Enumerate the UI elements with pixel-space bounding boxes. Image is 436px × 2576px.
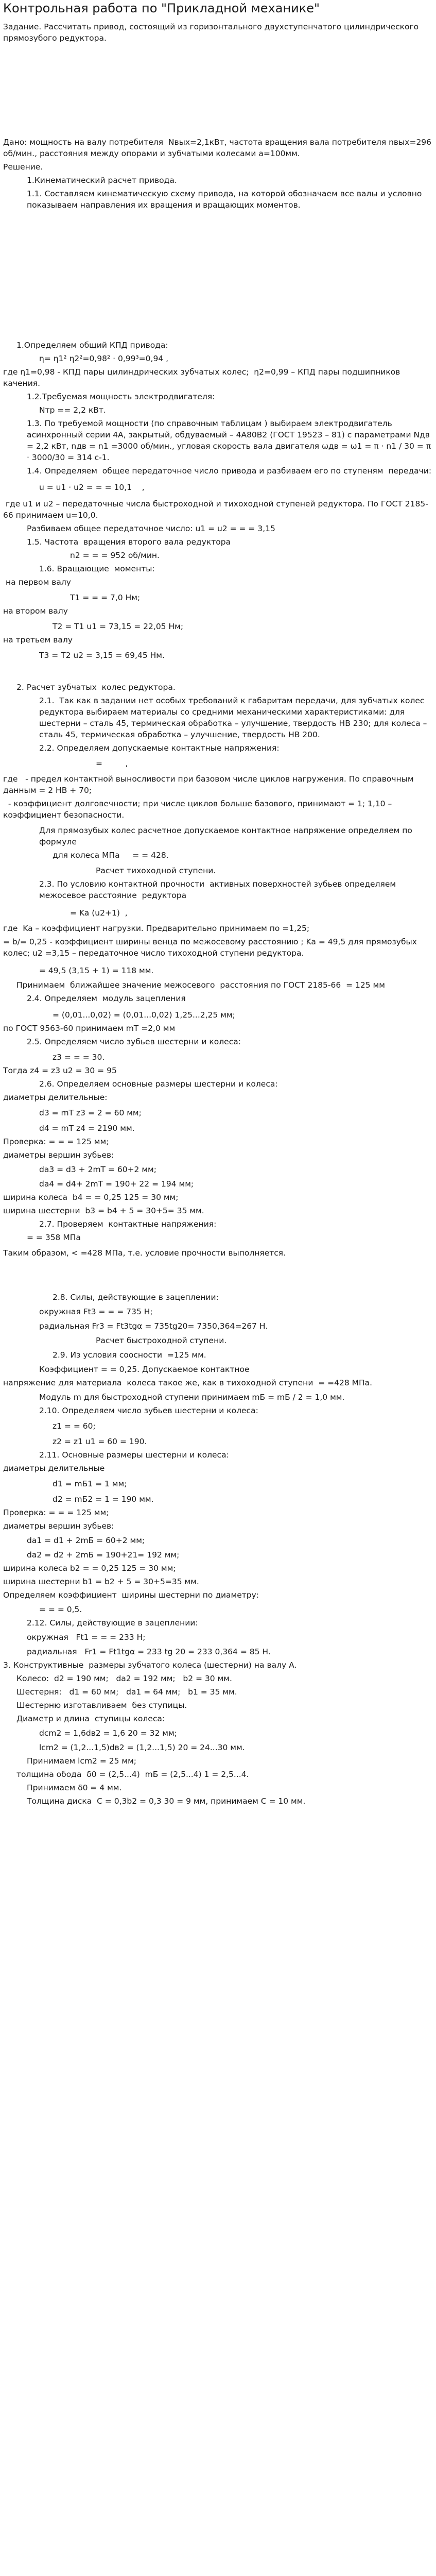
paragraph-line: на третьем валу [3,635,73,645]
paragraph-line: Коэффициент = = 0,25. Допускаемое контактное [39,1364,250,1374]
paragraph-line: = = 358 МПа [27,1232,81,1242]
paragraph-line: диаметры делительные: [3,1092,108,1102]
spacer [3,1243,434,1247]
paragraph-line: радиальная Fr1 = Ft1tgα = 233 tg 20 = 233 0,364 = 85 Н. [27,1647,271,1656]
paragraph-line: где u1 и u2 – передаточные числа быстроходной и тихоходной ступеней редуктора. По ГОСТ 2185-66 принимаем u=10,0. [3,499,428,520]
paragraph-line: T1 = = = 7,0 Нм; [70,592,141,602]
spacer [3,901,434,907]
paragraph-line: z2 = z1 u1 = 60 = 190. [53,1436,147,1446]
paragraph-line: n2 = = = 952 об/мин. [70,550,160,560]
spacer [3,211,434,340]
spacer [3,646,434,650]
paragraph-line: 1.5. Частота вращения второго вала редуктора [27,537,231,547]
spacer [3,1118,434,1123]
paragraph-line: Принимаем lcm2 = 25 мм; [27,1756,137,1766]
spacer [3,661,434,682]
paragraph-line: окружная Ft3 = = = 735 Н; [39,1307,153,1316]
paragraph-line: Дано: мощность на валу потребителя Nвых=2,1кВт, частота вращения вала потребителя nвых=296 об/мин., расстояния между опорами и зубчатыми колесами а=100мм. [3,137,434,158]
paragraph-line: d2 = mБ2 = 1 = 190 мм. [53,1494,154,1504]
spacer [3,477,434,482]
paragraph-line: по ГОСТ 9563-60 принимаем mT =2,0 мм [3,1023,176,1033]
paragraph-line: Проверка: = = = 125 мм; [3,1507,109,1517]
paragraph-line: 2.6. Определяем основные размеры шестерни и колеса: [39,1079,278,1089]
paragraph-line: dcm2 = 1,6dв2 = 1,6 20 = 32 мм; [39,1728,177,1738]
paragraph-line: Шестерню изготавливаем без ступицы. [16,1700,187,1710]
paragraph-line: ширина колеса b2 = = 0,25 125 = 30 мм; [3,1563,176,1573]
paragraph-line: = (0,01...0,02) = (0,01...0,02) 1,25...2,25 мм; [53,1010,235,1020]
paragraph-line: 1.4. Определяем общее передаточное число привода и разбиваем его по ступеням передачи: [27,466,432,476]
paragraph-line: 2.2. Определяем допускаемые контактные напряжения: [39,743,280,753]
paragraph-line: Задание. Рассчитать привод, состоящий из горизонтального двухступенчатого цилиндрического прямозубого редуктора. [3,22,422,43]
paragraph-line: где Ka – коэффициент нагрузки. Предварительно принимаем по =1,25; [3,923,310,933]
spacer [3,861,434,865]
spacer [3,1432,434,1436]
paragraph-line: = , [96,758,128,768]
paragraph-line: 1.2.Требуемая мощность электродвигателя: [27,392,215,401]
spacer [3,1489,434,1494]
paragraph-line: z1 = = 60; [53,1421,96,1431]
spacer [3,617,434,621]
paragraph-line: радиальная Fr3 = Ft3tgα = 735tg20= 7350,364=267 Н. [39,1321,268,1331]
paragraph-line: da1 = d1 + 2mБ = 60+2 мм; [27,1535,145,1545]
paragraph-line: d3 = mT z3 = 2 = 60 мм; [39,1108,142,1117]
paragraph-line: 2.12. Силы, действующие в зацеплении: [27,1618,198,1628]
paragraph-line: 1.6. Вращающие моменты: [39,564,155,573]
paragraph-line: 2.5. Определяем число зубьев шестерни и колеса: [27,1037,241,1046]
paragraph-line: Принимаем ближайшее значение межосевого расстояния по ГОСТ 2185-66 = 125 мм [16,980,385,990]
paragraph-line: на первом валу [3,577,71,587]
document-body [3,21,434,1807]
paragraph-line: Колесо: d2 = 190 мм; da2 = 192 мм; b2 = 30 мм. [16,1673,232,1683]
spacer [3,1047,434,1052]
spacer [3,769,434,773]
paragraph-line: 2.9. Из условия соосности =125 мм. [53,1350,206,1360]
paragraph-line: 1.1. Составляем кинематическую схему привода, на которой обозначаем все валы и условно показываем направления их вращения и вращающих моментов. [27,189,425,210]
paragraph-line: da4 = d4+ 2mT = 190+ 22 = 194 мм; [39,1179,194,1189]
paragraph-line: 2.3. По условию контактной прочности активных поверхностей зубьев определяем межосевое расстояние редуктора [39,879,398,900]
paragraph-line: T3 = T2 u2 = 3,15 = 69,45 Нм. [39,650,165,660]
paragraph-line: 1.Кинематический расчет привода. [27,175,177,185]
paragraph-line: lcm2 = (1,2...1,5)dв2 = (1,2...1,5) 20 = 24...30 мм. [39,1742,245,1752]
paragraph-line: Принимаем δ0 = 4 мм. [27,1783,122,1792]
paragraph-line: Модуль m для быстроходной ступени принимаем mБ = mБ / 2 = 1,0 мм. [39,1392,345,1402]
paragraph-line: где - предел контактной выносливости при базовом числе циклов нагружения. По справочным данным = 2 HB + 70; [3,774,416,795]
paragraph-line: Для прямозубых колес расчетное допускаемое контактное напряжение определяем по формуле [39,825,415,846]
spacer [3,919,434,923]
spacer [3,1103,434,1107]
paragraph-line: = Ka (u2+1) , [70,908,128,918]
paragraph-line: диаметры делительные [3,1463,105,1473]
paragraph-line: 1.3. По требуемой мощности (по справочным таблицам ) выбираем электродвигатель асинхронный серии 4А, закрытый, обдуваемый – 4А80В2 (ГОСТ 19523 – 81) с параметрами Nдв = 2,2 кВт, nдв = n1 =3000 об/мин., угловая скорость вала двигателя ωдв = ω1 = π · n1 / 30 = π · 3000/30 = 314 с-1. [27,418,434,462]
paragraph-line: da2 = d2 + 2mБ = 190+21= 192 мм; [27,1550,180,1560]
paragraph-line: - коэффициент долговечности; при числе циклов больше базового, принимают = 1; 1,10 – коэффициент безопасности. [3,799,395,820]
paragraph-line: Nтр == 2,2 кВт. [39,405,106,415]
paragraph-line: где η1=0,98 - КПД пары цилиндрических зубчатых колес; η2=0,99 – КПД пары подшипников качения. [3,367,403,388]
paragraph-line: = b/= 0,25 - коэффициент ширины венца по межосевому расстоянию ; Ka = 49,5 для прямозубых колес; u2 =3,15 – передаточное число тихоходной ступени редуктора. [3,937,420,958]
spacer [3,493,434,498]
spacer [3,821,434,825]
paragraph-line: диаметры вершин зубьев: [3,1150,114,1160]
paragraph-line: T2 = T1 u1 = 73,15 = 22,05 Нм; [53,621,184,631]
page-title: Контрольная работа по "Прикладной механике" [3,1,320,15]
paragraph-line: Разбиваем общее передаточное число: u1 = u2 = = = 3,15 [27,523,275,533]
paragraph-line: Диаметр и длина ступицы колеса: [16,1714,165,1723]
spacer [3,44,434,137]
spacer [3,1259,434,1292]
spacer [3,754,434,758]
paragraph-line: Таким образом, < =428 МПа, т.е. условие прочности выполняется. [3,1248,286,1258]
spacer [3,1004,434,1009]
paragraph-line: da3 = d3 + 2mT = 60+2 мм; [39,1164,156,1174]
paragraph-line: на втором валу [3,606,68,616]
paragraph-line: 2.10. Определяем число зубьев шестерни и колеса: [39,1405,258,1415]
paragraph-line: напряжение для материала колеса такое же, как в тихоходной ступени = =428 МПа. [3,1378,373,1387]
paragraph-line: 2.1. Так как в задании нет особых требований к габаритам передачи, для зубчатых колес редуктора выбираем материалы со средними механическими характеристиками: для шестерни – сталь 45, термическая обработка – улучшение, твердость НВ 230; для колеса – сталь 45, термическая обработка – улучшение, твердость НВ 200. [39,696,430,739]
paragraph-line: ширина шестерни b3 = b4 + 5 = 30+5= 35 мм. [3,1206,204,1215]
spacer [3,1416,434,1420]
paragraph-line: ширина колеса b4 = = 0,25 125 = 30 мм; [3,1192,179,1202]
paragraph-line: 3. Конструктивные размеры зубчатого колеса (шестерни) на валу А. [3,1660,297,1670]
paragraph-line: 2.7. Проверяем контактные напряжения: [39,1219,217,1229]
paragraph-line: d4 = mT z4 = 2190 мм. [39,1123,135,1133]
paragraph-line: 2. Расчет зубчатых колес редуктора. [16,682,176,692]
paragraph-line: 2.8. Силы, действующие в зацеплении: [53,1292,219,1302]
paragraph-line: толщина обода δ0 = (2,5...4) mБ = (2,5...4) 1 = 2,5...4. [16,1769,249,1779]
paragraph-line: Толщина диска С = 0,3b2 = 0,3 30 = 9 мм, принимаем С = 10 мм. [27,1796,306,1806]
spacer [3,1474,434,1478]
paragraph-line: z3 = = = 30. [53,1052,105,1062]
paragraph-line: Решение. [3,162,43,172]
paragraph-line: 2.4. Определяем модуль зацепления [27,993,186,1003]
paragraph-line: = = = 0,5. [39,1604,82,1614]
paragraph-line: Определяем коэффициент ширины шестерни по диаметру: [3,1590,259,1600]
paragraph-line: диаметры вершин зубьев: [3,1521,114,1531]
spacer [3,959,434,965]
paragraph-line: 2.11. Основные размеры шестерни и колеса: [39,1450,229,1460]
spacer [3,588,434,592]
paragraph-line: ширина шестерни b1 = b2 + 5 = 30+5=35 мм. [3,1577,199,1586]
paragraph-line: Расчет тихоходной ступени. [96,866,216,875]
paragraph-line: d1 = mБ1 = 1 мм; [53,1479,127,1488]
paragraph-line: Тогда z4 = z3 u2 = 30 = 95 [3,1065,117,1075]
paragraph-line: Шестерня: d1 = 60 мм; da1 = 64 мм; b1 = 35 мм. [16,1687,237,1697]
document-page [0,1,434,1807]
paragraph-line: для колеса МПа = = 428. [53,850,169,860]
paragraph-line: = 49,5 (3,15 + 1) = 118 мм. [39,965,154,975]
paragraph-line: 1.Определяем общий КПД привода: [16,340,168,350]
paragraph-line: Расчет быстроходной ступени. [96,1335,227,1345]
paragraph-line: u = u1 · u2 = = = 10,1 , [39,482,145,492]
paragraph-line: η= η1² η2²=0,98² · 0,99³=0,94 , [39,353,169,363]
paragraph-line: окружная Ft1 = = = 233 Н; [27,1632,146,1642]
paragraph-line: Проверка: = = = 125 мм; [3,1137,109,1146]
